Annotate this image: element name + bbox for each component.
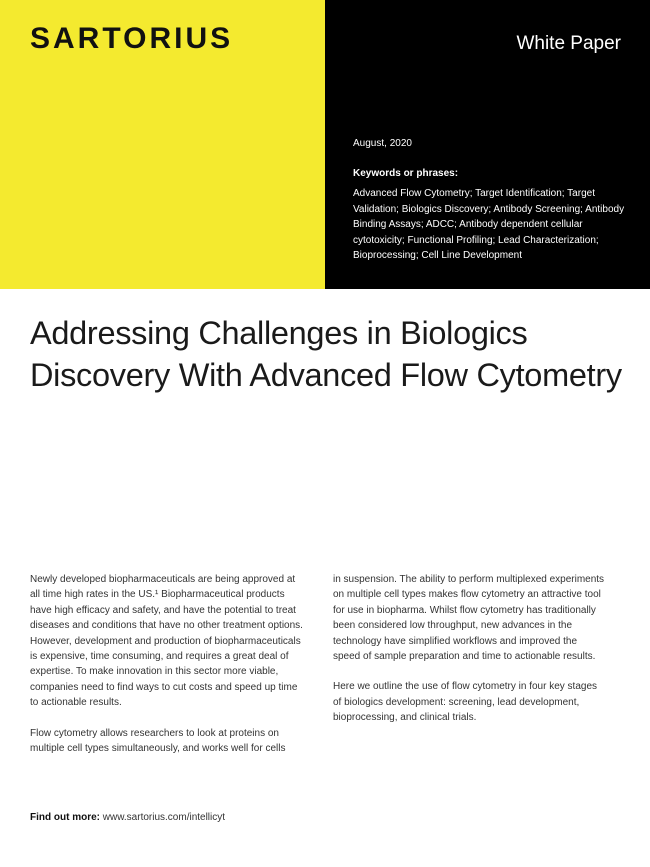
body-column-right (333, 572, 607, 741)
sartorius-logo: SARTORIUS (30, 22, 234, 55)
header-banner (0, 0, 650, 289)
page-title: Addressing Challenges in Biologics Discovery With Advanced Flow Cytometry (30, 315, 622, 393)
keywords-heading: Keywords or phrases: (353, 168, 459, 179)
body-paragraph-flow: Flow cytometry allows researchers to look at proteins on multiple cell types simultaneously, and works well for cells (30, 727, 286, 755)
footer-link[interactable]: www.sartorius.com/intellicyt (102, 812, 226, 823)
yellow-panel (0, 0, 325, 289)
body-column-left (30, 572, 304, 756)
body-paragraph-intro: Newly developed biopharmaceuticals are being approved at all time high rates in the US.¹ Biopharmaceutical products have high efficacy and safety, and have the potential to treat diseases and conditions that have no other treatment options. However, development and production of biopharmaceuticals is expensive, time consuming, and requires a great deal of expertise. To make innovation in this sector more viable, companies need to find ways to cut costs and speed up time to actionable results. (30, 574, 303, 709)
black-panel (325, 0, 650, 289)
footer-label: Find out more: (30, 812, 100, 823)
footer (30, 812, 225, 823)
keywords-list: Advanced Flow Cytometry; Target Identification; Target Validation; Biologics Discovery; Antibody Screening; Antibody Binding Assays; ADCC; Antibody dependent cellular cytotoxicity; Functional Profiling; Lead Characterization; Bioprocessing; Cell Line Development (353, 188, 625, 261)
body-paragraph-flow-cont: in suspension. The ability to perform multiplexed experiments on multiple cell types makes flow cytometry an attractive tool for use in biopharma. Whilst flow cytometry has traditionally been considered low throughput, new advances in the technology have simplified workflows and improved the speed of sample preparation and time to actionable results. (333, 574, 605, 663)
publication-date: August, 2020 (353, 138, 412, 149)
body-paragraph-outline: Here we outline the use of flow cytometry in four key stages of biologics development: screening, lead development, bioprocessing, and clinical trials. (333, 681, 598, 724)
document-type-label: White Paper (516, 33, 621, 54)
